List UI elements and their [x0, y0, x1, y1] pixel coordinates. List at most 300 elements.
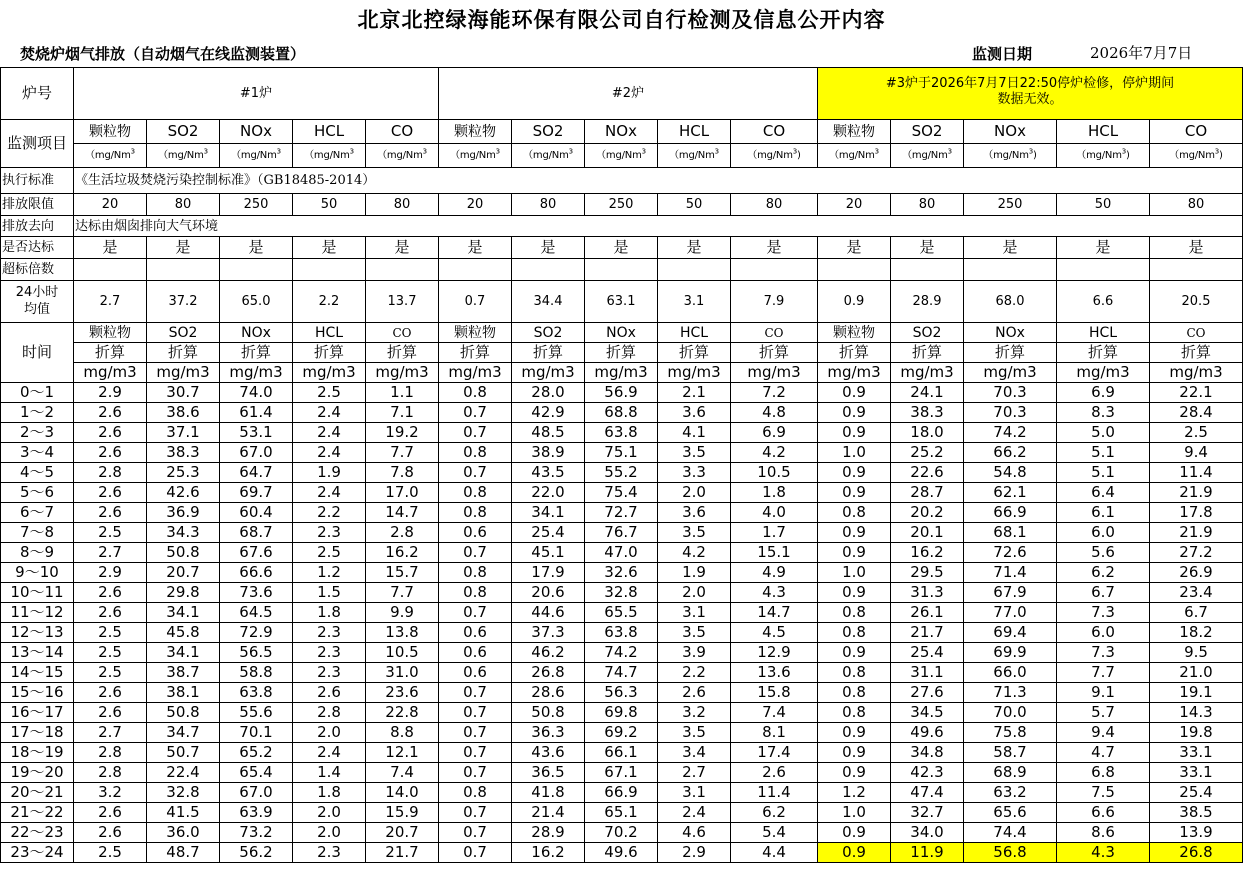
unit-cell: [439, 144, 512, 168]
data-cell: 48.5: [512, 423, 585, 443]
data-cell: 27.2: [1150, 543, 1243, 563]
unit-superscript: 3: [1214, 147, 1220, 156]
data-cell: 21.9: [1150, 483, 1243, 503]
data-cell: 17.8: [1150, 503, 1243, 523]
data-cell: 0.7: [439, 603, 512, 623]
data-cell: 0.8: [818, 503, 891, 523]
unit-superscript: 3: [714, 147, 719, 156]
hourly-unit-header: mg/m3: [891, 363, 964, 383]
data-cell: 2.2: [658, 663, 731, 683]
data-cell: 22.6: [891, 463, 964, 483]
report-subtitle: 焚烧炉烟气排放（自动烟气在线监测装置）: [20, 45, 306, 63]
data-cell: 2.6: [74, 803, 147, 823]
data-cell: 2.6: [74, 483, 147, 503]
unit-cell: [658, 144, 731, 168]
compliant-value: 是: [366, 237, 439, 259]
data-cell: 36.5: [512, 763, 585, 783]
avg24-value: 28.9: [891, 281, 964, 323]
data-cell: 65.4: [220, 763, 293, 783]
data-cell: 1.9: [293, 463, 366, 483]
data-cell: 2.8: [74, 743, 147, 763]
data-cell: 1.0: [818, 803, 891, 823]
discharge-row: [1, 216, 1243, 237]
data-cell: 47.4: [891, 783, 964, 803]
data-cell: 5.1: [1057, 463, 1150, 483]
hourly-pollutant-header: HCL: [293, 323, 366, 343]
limit-value: 50: [293, 194, 366, 216]
data-cell: 38.1: [147, 683, 220, 703]
data-cell: 47.0: [585, 543, 658, 563]
table-row: [1, 403, 1243, 423]
data-cell: 55.2: [585, 463, 658, 483]
pollutant-header: SO2: [512, 120, 585, 144]
data-cell: 26.8: [512, 663, 585, 683]
data-cell: 45.8: [147, 623, 220, 643]
furnace-no-label: 炉号: [1, 68, 74, 120]
hourly-pollutant-header: SO2: [147, 323, 220, 343]
time-cell: 19～20: [1, 763, 74, 783]
table-row: [1, 483, 1243, 503]
exceed-value: [1150, 259, 1243, 281]
data-cell: 0.8: [439, 783, 512, 803]
data-cell: 3.5: [658, 443, 731, 463]
compliant-value: 是: [1057, 237, 1150, 259]
hourly-pollutant-header: NOx: [964, 323, 1057, 343]
data-cell: 0.7: [439, 823, 512, 843]
compliant-value: 是: [293, 237, 366, 259]
time-cell: 21～22: [1, 803, 74, 823]
data-cell: 1.0: [818, 563, 891, 583]
limit-value: 20: [439, 194, 512, 216]
data-cell: 0.9: [818, 643, 891, 663]
limit-label: 排放限值: [1, 194, 74, 216]
unit-cell: [512, 144, 585, 168]
hourly-pollutant-header: NOx: [585, 323, 658, 343]
furnace-3-notice: [818, 68, 1243, 120]
data-cell: 4.6: [658, 823, 731, 843]
data-cell: 38.6: [147, 403, 220, 423]
exceed-row: [1, 259, 1243, 281]
data-cell: 65.2: [220, 743, 293, 763]
data-cell: 7.3: [1057, 643, 1150, 663]
data-cell: 2.0: [658, 583, 731, 603]
data-cell: 6.7: [1057, 583, 1150, 603]
compliant-value: 是: [818, 237, 891, 259]
data-cell: 10.5: [731, 463, 818, 483]
data-cell: 62.1: [964, 483, 1057, 503]
unit-superscript: 3: [1028, 147, 1034, 156]
pollutant-header: 颗粒物: [74, 120, 147, 144]
data-cell: 8.8: [366, 723, 439, 743]
avg24-value: 3.1: [658, 281, 731, 323]
pollutant-header: HCL: [1057, 120, 1150, 144]
time-cell: 14～15: [1, 663, 74, 683]
data-cell: 20.2: [891, 503, 964, 523]
data-cell: 2.5: [1150, 423, 1243, 443]
table-row: [1, 643, 1243, 663]
data-cell: 34.5: [891, 703, 964, 723]
data-cell: 2.6: [293, 683, 366, 703]
data-cell: 58.8: [220, 663, 293, 683]
table-row: [1, 543, 1243, 563]
data-cell: 20.6: [512, 583, 585, 603]
data-cell: 7.5: [1057, 783, 1150, 803]
data-cell: 2.0: [293, 823, 366, 843]
data-cell: 1.7: [731, 523, 818, 543]
hourly-converted-header: 折算: [818, 343, 891, 363]
time-cell: 17～18: [1, 723, 74, 743]
pollutant-row: [1, 120, 1243, 144]
exceed-value: [512, 259, 585, 281]
unit-text: （mg/Nm: [1076, 149, 1122, 161]
unit-suffix: ): [1033, 149, 1037, 161]
data-cell: 63.2: [964, 783, 1057, 803]
unit-cell: [293, 144, 366, 168]
data-cell: 0.8: [818, 663, 891, 683]
time-cell: 13～14: [1, 643, 74, 663]
unit-superscript: 3: [495, 147, 500, 156]
data-cell: 1.5: [293, 583, 366, 603]
unit-text: （mg/Nm: [902, 149, 948, 161]
data-cell: 0.6: [439, 623, 512, 643]
data-cell: 0.9: [818, 763, 891, 783]
table-row: [1, 683, 1243, 703]
standard-row: [1, 168, 1243, 194]
date-label: 监测日期: [972, 45, 1033, 63]
data-cell: 7.3: [1057, 603, 1150, 623]
data-cell: 22.1: [1150, 383, 1243, 403]
unit-cell: [731, 144, 818, 168]
data-cell: 64.7: [220, 463, 293, 483]
data-cell: 2.4: [293, 743, 366, 763]
data-cell: 0.9: [818, 823, 891, 843]
data-cell: 11.4: [1150, 463, 1243, 483]
hourly-converted-header: 折算: [147, 343, 220, 363]
data-cell: 7.1: [366, 403, 439, 423]
data-cell: 20.7: [147, 563, 220, 583]
exceed-value: [818, 259, 891, 281]
data-cell: 1.0: [818, 443, 891, 463]
data-cell: 73.6: [220, 583, 293, 603]
exceed-value: [147, 259, 220, 281]
data-cell: 3.2: [74, 783, 147, 803]
data-cell: 2.5: [74, 663, 147, 683]
hourly-header-row-1: [1, 323, 1243, 343]
table-row: [1, 723, 1243, 743]
table-row: [1, 423, 1243, 443]
data-cell: 2.6: [74, 703, 147, 723]
avg24-label-text: 24小时均值: [15, 285, 59, 317]
data-cell: 2.6: [658, 683, 731, 703]
unit-superscript: 3: [568, 147, 573, 156]
pollutant-header: 颗粒物: [439, 120, 512, 144]
unit-row: [1, 144, 1243, 168]
data-cell: 27.6: [891, 683, 964, 703]
data-cell: 74.0: [220, 383, 293, 403]
hourly-unit-header: mg/m3: [74, 363, 147, 383]
data-cell: 0.7: [439, 403, 512, 423]
hourly-converted-header: 折算: [512, 343, 585, 363]
table-row: [1, 503, 1243, 523]
data-cell: 66.0: [964, 663, 1057, 683]
data-cell: 4.0: [731, 503, 818, 523]
limit-row: [1, 194, 1243, 216]
data-cell: 23.6: [366, 683, 439, 703]
data-cell: 49.6: [585, 843, 658, 863]
data-cell: 45.1: [512, 543, 585, 563]
data-cell: 32.6: [585, 563, 658, 583]
data-cell: 2.5: [293, 543, 366, 563]
data-cell: 70.3: [964, 403, 1057, 423]
data-cell: 2.8: [366, 523, 439, 543]
data-cell: 4.2: [658, 543, 731, 563]
data-cell: 2.8: [293, 703, 366, 723]
data-cell: 6.7: [1150, 603, 1243, 623]
data-cell: 68.1: [964, 523, 1057, 543]
pollutant-header: SO2: [147, 120, 220, 144]
data-cell: 0.8: [439, 563, 512, 583]
pollutant-header: CO: [366, 120, 439, 144]
table-row: [1, 463, 1243, 483]
time-cell: 7～8: [1, 523, 74, 543]
data-cell: 50.8: [147, 543, 220, 563]
data-cell: 2.5: [74, 643, 147, 663]
hourly-converted-header: 折算: [964, 343, 1057, 363]
data-cell: 42.9: [512, 403, 585, 423]
avg24-label: [1, 281, 74, 323]
data-cell: 2.7: [74, 723, 147, 743]
table-row: [1, 563, 1243, 583]
data-cell: 7.7: [366, 583, 439, 603]
data-cell: 36.3: [512, 723, 585, 743]
data-cell: 1.8: [293, 783, 366, 803]
unit-suffix: ): [1126, 149, 1130, 161]
pollutant-header: 颗粒物: [818, 120, 891, 144]
data-cell: 38.7: [147, 663, 220, 683]
data-cell: 4.7: [1057, 743, 1150, 763]
data-cell: 0.8: [439, 443, 512, 463]
data-cell: 0.9: [818, 383, 891, 403]
data-cell: 24.1: [891, 383, 964, 403]
data-cell: 2.6: [74, 443, 147, 463]
data-cell: 3.4: [658, 743, 731, 763]
data-cell: 6.0: [1057, 623, 1150, 643]
data-cell: 13.8: [366, 623, 439, 643]
data-cell: 28.9: [512, 823, 585, 843]
time-cell: 18～19: [1, 743, 74, 763]
data-cell: 65.5: [585, 603, 658, 623]
data-cell: 9.9: [366, 603, 439, 623]
compliant-value: 是: [658, 237, 731, 259]
data-cell: 5.0: [1057, 423, 1150, 443]
data-cell: 14.7: [366, 503, 439, 523]
data-cell: 10.5: [366, 643, 439, 663]
unit-cell: [818, 144, 891, 168]
data-cell: 2.0: [658, 483, 731, 503]
data-cell: 69.2: [585, 723, 658, 743]
data-cell: 2.5: [74, 523, 147, 543]
data-cell: 3.6: [658, 503, 731, 523]
data-cell: 37.3: [512, 623, 585, 643]
data-cell: 13.6: [731, 663, 818, 683]
data-cell: 70.0: [964, 703, 1057, 723]
data-cell: 5.1: [1057, 443, 1150, 463]
data-cell: 25.4: [512, 523, 585, 543]
data-cell: 2.9: [658, 843, 731, 863]
table-row: [1, 783, 1243, 803]
data-cell: 71.4: [964, 563, 1057, 583]
pollutant-header: HCL: [658, 120, 731, 144]
compliant-value: 是: [1150, 237, 1243, 259]
data-cell: 2.0: [293, 723, 366, 743]
unit-text: （mg/Nm: [158, 149, 204, 161]
compliant-value: 是: [147, 237, 220, 259]
unit-text: （mg/Nm: [983, 149, 1029, 161]
hourly-pollutant-header: CO: [1150, 323, 1243, 343]
unit-text: （mg/Nm: [304, 149, 350, 161]
unit-text: （mg/Nm: [85, 149, 131, 161]
unit-text: （mg/Nm: [231, 149, 277, 161]
data-cell: 28.0: [512, 383, 585, 403]
data-cell: 70.2: [585, 823, 658, 843]
unit-cell: [74, 144, 147, 168]
furnace-2-header: #2炉: [439, 68, 818, 120]
avg24-value: 65.0: [220, 281, 293, 323]
data-cell: 18.0: [891, 423, 964, 443]
data-cell: 32.8: [147, 783, 220, 803]
unit-cell: [891, 144, 964, 168]
limit-value: 250: [585, 194, 658, 216]
data-cell: 2.3: [293, 843, 366, 863]
data-cell: 55.6: [220, 703, 293, 723]
data-cell: 69.8: [585, 703, 658, 723]
hourly-converted-header: 折算: [585, 343, 658, 363]
table-row: [1, 843, 1243, 863]
hourly-unit-header: mg/m3: [366, 363, 439, 383]
data-cell: 63.8: [585, 423, 658, 443]
data-cell: 66.2: [964, 443, 1057, 463]
data-cell: 8.1: [731, 723, 818, 743]
data-cell: 38.9: [512, 443, 585, 463]
time-cell: 2～3: [1, 423, 74, 443]
data-cell: 16.2: [512, 843, 585, 863]
compliant-label: 是否达标: [1, 237, 74, 259]
data-cell: 13.9: [1150, 823, 1243, 843]
data-cell: 48.7: [147, 843, 220, 863]
hourly-header-row-2: [1, 343, 1243, 363]
limit-value: 20: [818, 194, 891, 216]
data-cell: 36.0: [147, 823, 220, 843]
time-cell: 10～11: [1, 583, 74, 603]
data-cell: 7.7: [366, 443, 439, 463]
unit-superscript: 3: [422, 147, 427, 156]
data-cell: 17.0: [366, 483, 439, 503]
time-cell: 0～1: [1, 383, 74, 403]
data-cell: 63.8: [585, 623, 658, 643]
table-row: [1, 603, 1243, 623]
time-cell: 4～5: [1, 463, 74, 483]
unit-superscript: 3: [792, 147, 798, 156]
table-row: [1, 523, 1243, 543]
hourly-converted-header: 折算: [1057, 343, 1150, 363]
pollutant-header: HCL: [293, 120, 366, 144]
data-cell: 0.7: [439, 843, 512, 863]
table-row: [1, 623, 1243, 643]
standard-text: 《生活垃圾焚烧污染控制标准》（GB18485-2014）: [74, 168, 1243, 194]
data-cell: 32.8: [585, 583, 658, 603]
table-row: [1, 803, 1243, 823]
unit-text: （mg/Nm: [1169, 149, 1215, 161]
hourly-pollutant-header: 颗粒物: [439, 323, 512, 343]
data-cell: 12.1: [366, 743, 439, 763]
data-cell: 4.9: [731, 563, 818, 583]
data-cell: 34.1: [512, 503, 585, 523]
exceed-value: [439, 259, 512, 281]
data-cell: 63.9: [220, 803, 293, 823]
data-cell: 21.0: [1150, 663, 1243, 683]
data-cell: 31.0: [366, 663, 439, 683]
data-cell: 2.4: [293, 443, 366, 463]
hourly-unit-header: mg/m3: [658, 363, 731, 383]
hourly-pollutant-header: SO2: [512, 323, 585, 343]
unit-text: （mg/Nm: [377, 149, 423, 161]
data-cell: 7.4: [366, 763, 439, 783]
time-cell: 1～2: [1, 403, 74, 423]
table-row: [1, 583, 1243, 603]
exceed-value: [731, 259, 818, 281]
hourly-pollutant-header: 颗粒物: [818, 323, 891, 343]
time-cell: 22～23: [1, 823, 74, 843]
data-cell: 50.8: [512, 703, 585, 723]
limit-value: 80: [366, 194, 439, 216]
discharge-text: 达标由烟囱排向大气环境: [74, 216, 1243, 237]
data-cell: 2.8: [74, 763, 147, 783]
data-cell: 15.8: [731, 683, 818, 703]
data-cell: 7.7: [1057, 663, 1150, 683]
date-value: 2026年7月7日: [1090, 44, 1193, 62]
data-cell: 56.5: [220, 643, 293, 663]
data-cell: 21.4: [512, 803, 585, 823]
data-cell: 2.3: [293, 643, 366, 663]
data-cell: 66.9: [585, 783, 658, 803]
data-cell: 56.3: [585, 683, 658, 703]
pollutant-header: NOx: [220, 120, 293, 144]
data-cell: 29.8: [147, 583, 220, 603]
data-cell: 0.7: [439, 763, 512, 783]
data-cell: 4.1: [658, 423, 731, 443]
data-cell: 69.7: [220, 483, 293, 503]
time-cell: 11～12: [1, 603, 74, 623]
unit-cell: [1057, 144, 1150, 168]
unit-superscript: 3: [276, 147, 281, 156]
unit-text: （mg/Nm: [596, 149, 642, 161]
data-cell: 72.9: [220, 623, 293, 643]
avg24-value: 20.5: [1150, 281, 1243, 323]
data-cell: 63.8: [220, 683, 293, 703]
data-cell: 71.3: [964, 683, 1057, 703]
data-cell: 17.4: [731, 743, 818, 763]
data-cell: 68.8: [585, 403, 658, 423]
hourly-unit-header: mg/m3: [1150, 363, 1243, 383]
data-cell: 50.7: [147, 743, 220, 763]
data-cell: 9.5: [1150, 643, 1243, 663]
hourly-pollutant-header: CO: [366, 323, 439, 343]
data-cell: 0.8: [818, 623, 891, 643]
data-cell: 16.2: [891, 543, 964, 563]
data-cell: 2.1: [658, 383, 731, 403]
data-cell: 2.9: [74, 563, 147, 583]
exceed-value: [293, 259, 366, 281]
